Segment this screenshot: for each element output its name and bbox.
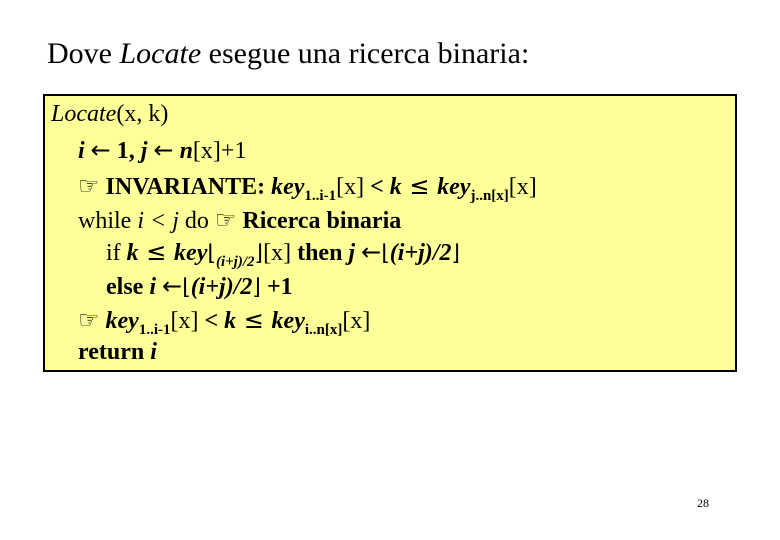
keyword-while: while [78,208,138,234]
mid-sub: (i+j)/2 [215,254,255,270]
pointing-hand-icon: ☞ [78,172,100,200]
index-x-1: [x] [170,308,199,334]
keyword-else: else [106,274,150,300]
floor-left-icon: ⌊ [381,241,390,266]
title-function-name: Locate [119,37,202,70]
keyword-then: then [291,240,349,266]
code-line-2 [78,136,246,165]
less-equal: ≤ [401,172,438,200]
index-x-2: [x] [342,308,371,334]
var-i: i [149,274,156,300]
keyword-return: return [78,339,151,365]
index-x: [x] [263,240,292,266]
key-2: key [271,308,305,334]
index-x-2: [x] [508,174,537,200]
function-args: (x, k) [116,101,169,127]
key-1: key [271,174,305,200]
code-line-8 [78,338,157,366]
floor-left-icon: ⌊ [207,241,216,266]
assign-arrow-icon: ← [361,238,382,266]
keyword-if: if [106,240,127,266]
key-1: key [105,308,139,334]
code-line-1 [51,100,168,128]
assign-arrow-icon: ← [90,136,111,164]
n-index: [x]+1 [192,138,247,164]
code-line-4 [78,206,401,235]
floor-right-icon: ⌋ [451,241,461,266]
value-one: 1, [110,138,141,164]
var-k: k [126,240,139,266]
less-equal: ≤ [236,306,272,334]
key-2: key [437,174,471,200]
pointing-hand-icon: ☞ [214,206,237,234]
keyword-do: do [178,208,215,234]
plus-one: +1 [260,274,293,300]
key-sub-1: 1..i-1 [138,322,171,338]
var-i: i [78,138,85,164]
floor-left-icon: ⌊ [182,275,191,300]
code-line-6 [106,272,293,302]
pseudocode-box [43,94,737,372]
title-suffix: esegue una ricerca binaria: [201,37,530,70]
slide-title [47,36,529,72]
mid-expr: (i+j)/2 [389,240,452,266]
key-sub-2: i..n[x] [304,322,343,338]
code-line-5 [106,238,460,270]
while-condition: i < j [137,208,179,234]
code-line-3 [78,172,537,204]
key-sub-1: 1..i-1 [304,188,337,204]
less-than: < [364,174,390,200]
var-k: k [389,174,402,200]
index-x-1: [x] [336,174,365,200]
pointing-hand-icon: ☞ [78,306,100,334]
less-equal: ≤ [138,238,175,266]
page-number: 28 [697,496,709,510]
invariant-label: INVARIANTE: [99,174,272,200]
less-than: < [198,308,225,334]
var-j: j [140,138,148,164]
floor-right-icon: ⌋ [254,241,264,266]
key-mid: key [174,240,208,266]
assign-arrow-icon: ← [153,136,174,164]
var-n: n [179,138,193,164]
floor-right-icon: ⌋ [252,275,261,300]
title-prefix: Dove [47,37,120,70]
mid-expr: (i+j)/2 [190,274,253,300]
binary-search-label: Ricerca binaria [236,208,402,234]
var-i: i [150,339,157,365]
key-sub-2: j..n[x] [470,188,509,204]
function-name: Locate [51,101,117,127]
assign-arrow-icon: ← [161,272,183,300]
var-k: k [224,308,237,334]
code-line-7 [78,306,370,338]
var-j: j [348,240,356,266]
